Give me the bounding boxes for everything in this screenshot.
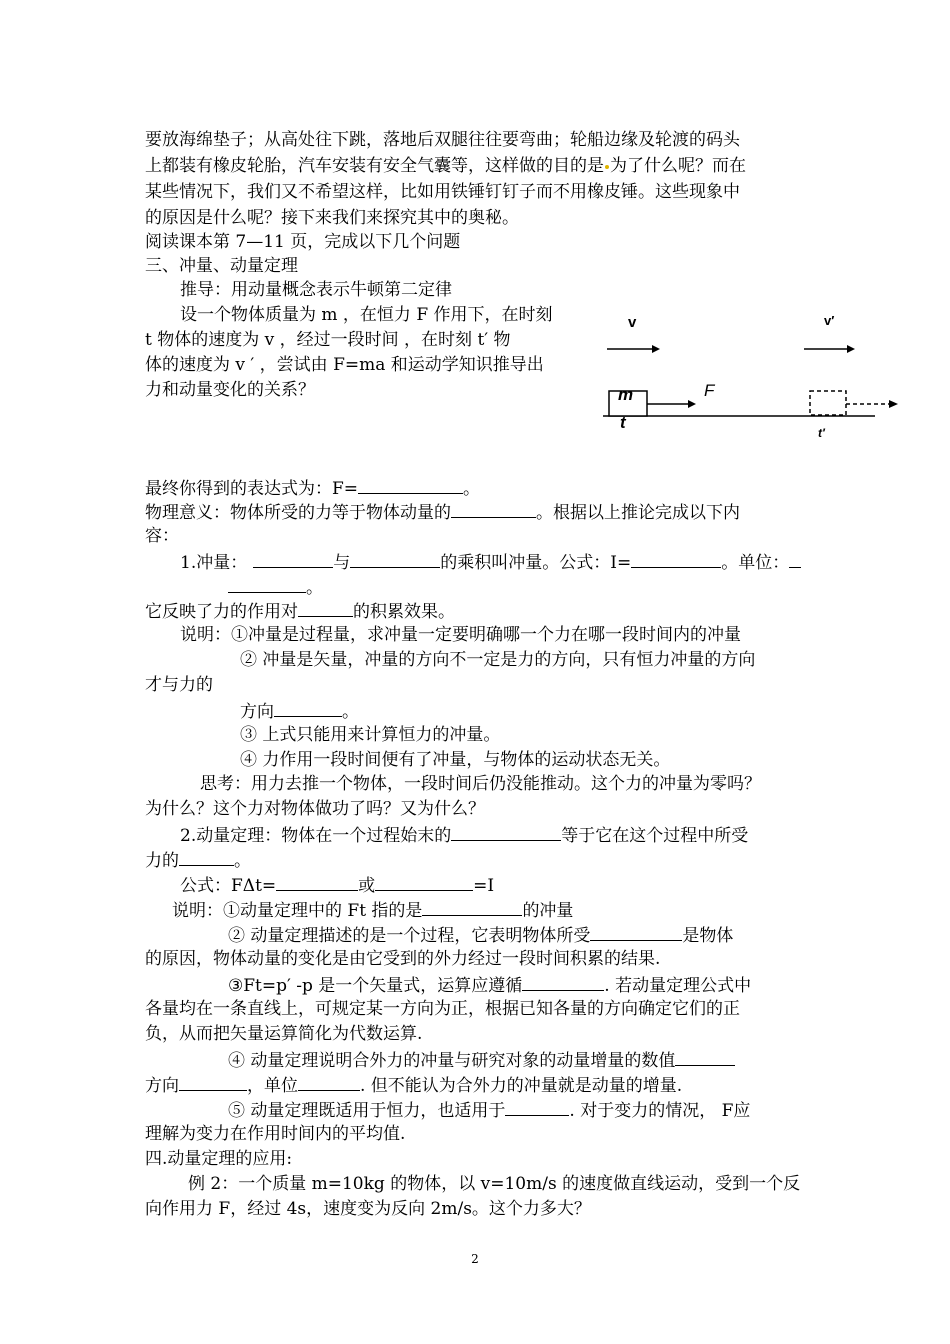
answer-blank[interactable] <box>253 549 333 568</box>
page-number: 2 <box>471 1252 479 1266</box>
block-later <box>810 391 846 415</box>
text-line: 说明：①动量定理中的 Ft 指的是 的冲量 <box>172 897 573 923</box>
text-line: ⑤ 动量定理既适用于恒力，也适用于 . 对于变力的情况， F应 <box>228 1097 750 1123</box>
answer-blank[interactable] <box>451 822 561 841</box>
text-line: 力和动量变化的关系？ <box>145 380 315 400</box>
answer-blank[interactable] <box>422 897 522 916</box>
answer-blank[interactable] <box>789 549 801 568</box>
v-prime-label: v′ <box>824 313 835 328</box>
answer-blank[interactable] <box>675 1047 735 1066</box>
text-line: ③ 上式只能用来计算恒力的冲量。 <box>240 725 501 745</box>
text-line: 的原因是什么呢？接下来我们来探究其中的奥秘。 <box>145 208 519 228</box>
answer-blank[interactable] <box>522 972 604 991</box>
text-line: 向作用力 F，经过 4s，速度变为反向 2m/s。这个力多大？ <box>145 1199 591 1219</box>
text-line: 2.动量定理：物体在一个过程始末的 等于它在这个过程中所受 <box>180 822 748 848</box>
answer-blank[interactable] <box>631 549 721 568</box>
text-line: 思考：用力去推一个物体，一段时间后仍没能推动。这个力的冲量为零吗？ <box>200 774 761 794</box>
text-line: 设一个物体质量为 m ，在恒力 F 作用下，在时刻 <box>180 305 553 325</box>
force-label: F <box>704 381 715 400</box>
answer-blank[interactable] <box>590 922 682 941</box>
text-line: 上都装有橡皮轮胎，汽车安装有安全气囊等，这样做的目的是 为了什么呢？而在 <box>145 156 746 176</box>
text-line: ④ 力作用一段时间便有了冲量，与物体的运动状态无关。 <box>240 750 671 770</box>
answer-blank[interactable] <box>298 1072 360 1091</box>
text-line: 1.冲量： 与 的乘积叫冲量。公式：I= 。单位： <box>180 549 801 575</box>
v-arrowhead <box>652 345 660 353</box>
text-line: 的原因，物体动量的变化是由它受到的外力经过一段时间积累的结果. <box>145 949 661 969</box>
answer-blank[interactable] <box>274 698 342 717</box>
mass-label: m <box>618 385 634 404</box>
text-line: 某些情况下，我们又不希望这样，比如用铁锤钉钉子而不用橡皮锤。这些现象中 <box>145 182 740 202</box>
answer-blank[interactable] <box>298 598 353 617</box>
answer-blank[interactable] <box>451 499 536 518</box>
answer-blank[interactable] <box>350 549 440 568</box>
text-line: ② 动量定理描述的是一个过程，它表明物体所受 是物体 <box>228 922 733 948</box>
time-prime-label: t′ <box>818 426 825 440</box>
text-line: 物理意义：物体所受的力等于物体动量的 。根据以上推论完成以下内 <box>145 499 740 525</box>
text-line: 说明：①冲量是过程量，求冲量一定要明确哪一个力在哪一段时间内的冲量 <box>180 625 741 645</box>
time-label: t <box>620 413 626 432</box>
answer-blank[interactable] <box>505 1097 569 1116</box>
text-line: 方向 ，单位 . 但不能认为合外力的冲量就是动量的增量. <box>145 1072 682 1098</box>
text-line: 公式：FΔt= 或 =I <box>180 872 494 898</box>
answer-blank[interactable] <box>375 872 473 891</box>
text-line: 理解为变力在作用时间内的平均值. <box>145 1124 406 1144</box>
motion-diagram <box>600 305 910 455</box>
answer-blank[interactable] <box>358 475 463 494</box>
v-label: v <box>628 314 637 331</box>
text-line: 为什么？这个力对物体做功了吗？又为什么？ <box>145 799 485 819</box>
text-line: 容： <box>145 526 179 546</box>
text-line: 。 <box>228 574 323 600</box>
text-line: 才与力的 <box>145 675 213 695</box>
text-line: 体的速度为 v ′ ，尝试由 F=ma 和运动学知识推导出 <box>145 355 544 375</box>
text-line: 负，从而把矢量运算简化为代数运算. <box>145 1024 423 1044</box>
v-prime-arrowhead <box>847 345 855 353</box>
text-line: 力的 。 <box>145 847 251 873</box>
text-line: 阅读课本第 7—11 页，完成以下几个问题 <box>145 232 461 252</box>
text-line: 它反映了力的作用对 的积累效果。 <box>145 598 455 624</box>
force-arrowhead <box>688 400 696 408</box>
text-line: 要放海绵垫子；从高处往下跳，落地后双腿往往要弯曲；轮船边缘及轮渡的码头 <box>145 130 740 150</box>
text-line: t 物体的速度为 v ，经过一段时间 ，在时刻 t′ 物 <box>145 330 511 350</box>
text-line: 推导：用动量概念表示牛顿第二定律 <box>180 280 452 300</box>
answer-blank[interactable] <box>179 1072 247 1091</box>
dashed-arrowhead <box>889 400 898 408</box>
answer-blank[interactable] <box>276 872 358 891</box>
text-line: ④ 动量定理说明合外力的冲量与研究对象的动量增量的数值 <box>228 1047 735 1073</box>
text-line: 最终你得到的表达式为：F= 。 <box>145 475 480 501</box>
text-line: 各量均在一条直线上，可规定某一方向为正，根据已知各量的方向确定它们的正 <box>145 999 740 1019</box>
text-line: ② 冲量是矢量，冲量的方向不一定是力的方向，只有恒力冲量的方向 <box>240 650 756 670</box>
answer-blank[interactable] <box>228 574 306 593</box>
highlight-mark <box>605 165 609 169</box>
section-heading: 三、冲量、动量定理 <box>145 256 298 276</box>
text-line: 方向 。 <box>240 698 359 724</box>
text-line: ③Ft=p′ -p 是一个矢量式，运算应遵循 . 若动量定理公式中 <box>228 972 751 998</box>
answer-blank[interactable] <box>179 847 234 866</box>
section-heading: 四.动量定理的应用: <box>145 1149 293 1169</box>
text-line: 例 2：一个质量 m=10kg 的物体，以 v=10m/s 的速度做直线运动，受到一个反 <box>188 1174 801 1194</box>
